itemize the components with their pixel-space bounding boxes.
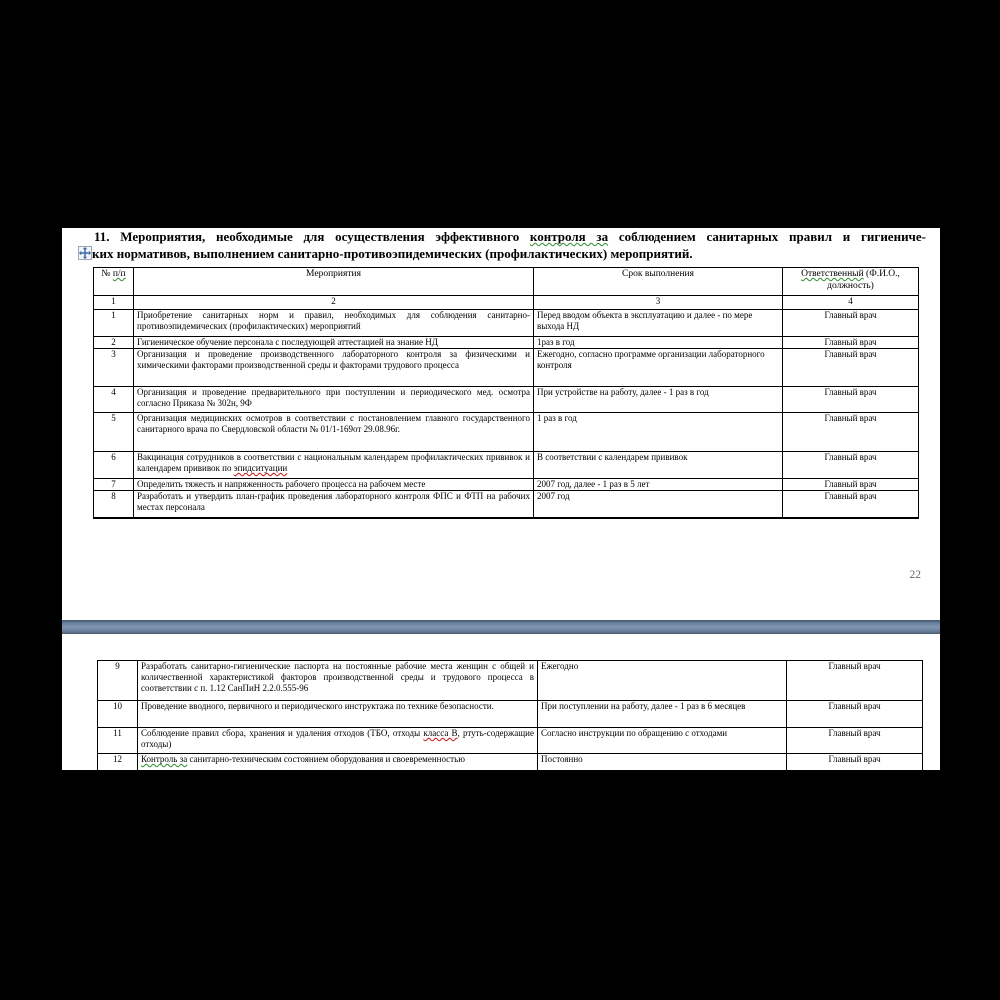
- document-page-1: [62, 228, 940, 620]
- activity-cell: [134, 310, 534, 337]
- row-num-cell: 8: [94, 491, 134, 518]
- activity-cell: [134, 349, 534, 387]
- page-break-separator: [62, 620, 940, 634]
- row-num-cell: 4: [94, 387, 134, 413]
- section-title: [78, 229, 926, 262]
- header-text: №: [101, 269, 113, 279]
- row-num-cell: 10: [98, 701, 138, 728]
- deadline-cell: Перед вводом объекта в эксплуатацию и далее - по мере выхода НД: [534, 310, 783, 337]
- activity-text: Проведение вводного, первичного и периодического инструктажа по технике безопасности.: [141, 701, 494, 711]
- activity-text: Вакцинация сотрудников в соответствии с национальным календарем профилактических прививок и календарем прививок по: [137, 452, 530, 473]
- table-row: [94, 310, 919, 337]
- table-move-handle-icon[interactable]: [78, 246, 92, 260]
- activity-cell: [134, 387, 534, 413]
- responsible-cell: Главный врач: [783, 387, 919, 413]
- row-num-cell: 2: [94, 337, 134, 349]
- activity-text: Приобретение санитарных норм и правил, необходимых для соблюдения санитарно-противоэпидемических (профилактических) мероприятий: [137, 310, 530, 331]
- table-row: [94, 349, 919, 387]
- title-text: 11. Мероприятия, необходимые для осуществления эффективного: [94, 229, 530, 244]
- title-text: ких нормативов, выполнением санитарно-противоэпидемических (профилактических) мероприятий.: [92, 245, 693, 261]
- row-num-cell: 7: [94, 479, 134, 491]
- responsible-cell: Главный врач: [787, 701, 923, 728]
- responsible-cell: Главный врач: [783, 337, 919, 349]
- activity-spellcheck-marked-text: эпидситуации: [233, 463, 288, 473]
- activity-text: Определить тяжесть и напряженность рабочего процесса на рабочем месте: [137, 479, 426, 489]
- page-number: 22: [909, 569, 921, 581]
- activity-cell: [134, 337, 534, 349]
- table-row: [94, 337, 919, 349]
- section-title-line1: [78, 229, 926, 246]
- deadline-cell: В соответствии с календарем прививок: [534, 452, 783, 479]
- deadline-cell: 1раз в год: [534, 337, 783, 349]
- deadline-cell: Ежегодно: [538, 661, 787, 701]
- row-num-cell: 6: [94, 452, 134, 479]
- activity-cell: [134, 491, 534, 518]
- header-grammar-marked-text: Ответственный: [801, 269, 864, 279]
- numbering-cell: 1: [94, 296, 134, 310]
- table-row: [94, 452, 919, 479]
- activity-cell: [138, 754, 538, 771]
- table-row: [94, 413, 919, 452]
- activity-cell: [138, 701, 538, 728]
- deadline-cell: Постоянно: [538, 754, 787, 771]
- deadline-cell: При поступлении на работу, далее - 1 раз в 6 месяцев: [538, 701, 787, 728]
- numbering-cell: 3: [534, 296, 783, 310]
- measures-table-page1: [93, 267, 919, 519]
- activity-cell: [138, 728, 538, 754]
- table-header-row: [94, 268, 919, 296]
- responsible-cell: Главный врач: [787, 661, 923, 701]
- activity-text: , ртуть-содержащие отходы): [141, 728, 534, 749]
- responsible-cell: Главный врач: [787, 754, 923, 771]
- activity-cell: [138, 661, 538, 701]
- header-grammar-marked-text: п/п: [112, 269, 126, 279]
- table-row: [98, 728, 923, 754]
- activity-cell: [134, 479, 534, 491]
- row-num-cell: 3: [94, 349, 134, 387]
- deadline-cell: 1 раз в год: [534, 413, 783, 452]
- activity-text: санитарно-техническим состоянием оборудования и своевременностью: [187, 754, 465, 764]
- responsible-cell: Главный врач: [783, 452, 919, 479]
- activity-text: Организация и проведение производственного лабораторного контроля за физическими и химическими факторами производственной среды и факторами трудового процесса: [137, 349, 530, 370]
- title-text: соблюдением санитарных правил и гигиениче-: [608, 229, 926, 244]
- deadline-cell: 2007 год: [534, 491, 783, 518]
- activity-text: Разработать и утвердить план-график проведения лабораторного контроля ФПС и ФТП на рабочих местах персонала: [137, 491, 530, 512]
- activity-text: Организация и проведение предварительного при поступлении и периодического мед. осмотра согласно Приказа № 302н, 9Ф: [137, 387, 530, 408]
- table-row: [98, 754, 923, 771]
- table-row: [94, 491, 919, 518]
- header-deadline: Срок выполнения: [534, 268, 783, 296]
- header-text: (Ф.И.О., должность): [827, 269, 900, 291]
- deadline-cell: Ежегодно, согласно программе организации лабораторного контроля: [534, 349, 783, 387]
- section-title-line2: [78, 246, 926, 263]
- activity-text: Организация медицинских осмотров в соответствии с постановлением главного государственного санитарного врача по Свердловской области № 01/1-169от 29.08.96г.: [137, 413, 530, 434]
- row-num-cell: 5: [94, 413, 134, 452]
- activity-spellcheck-marked-text: класса В: [423, 728, 458, 738]
- document-page-2: [62, 634, 940, 770]
- responsible-cell: Главный врач: [783, 349, 919, 387]
- header-activity: Мероприятия: [134, 268, 534, 296]
- responsible-cell: Главный врач: [783, 491, 919, 518]
- responsible-cell: Главный врач: [783, 413, 919, 452]
- title-grammar-marked-text: контроля за: [529, 229, 609, 244]
- row-num-cell: 11: [98, 728, 138, 754]
- numbering-cell: 4: [783, 296, 919, 310]
- header-num: [94, 268, 134, 296]
- table-row: [94, 479, 919, 491]
- table-row: [98, 661, 923, 701]
- deadline-cell: Согласно инструкции по обращению с отходами: [538, 728, 787, 754]
- measures-table-page2: [97, 660, 923, 770]
- header-responsible: [783, 268, 919, 296]
- activity-text: Соблюдение правил сбора, хранения и удаления отходов (ТБО, отходы: [141, 728, 424, 738]
- table-row: [98, 701, 923, 728]
- table-row: [94, 387, 919, 413]
- activity-grammar-marked-text: Контроль за: [141, 754, 188, 764]
- activity-text: Гигиеническое обучение персонала с последующей аттестацией на знание НД: [137, 337, 438, 347]
- deadline-cell: При устройстве на работу, далее - 1 раз в год: [534, 387, 783, 413]
- column-numbering-row: [94, 296, 919, 310]
- row-num-cell: 1: [94, 310, 134, 337]
- row-num-cell: 9: [98, 661, 138, 701]
- responsible-cell: Главный врач: [783, 479, 919, 491]
- row-num-cell: 12: [98, 754, 138, 771]
- activity-cell: [134, 413, 534, 452]
- activity-text: Разработать санитарно-гигиенические паспорта на постоянные рабочие места женщин с общей и количественной характеристикой факторов производственной среды и трудового процесса в соответствии с п. 1.12 СанПиН 2.2.0.555-96: [141, 661, 534, 693]
- deadline-cell: 2007 год, далее - 1 раз в 5 лет: [534, 479, 783, 491]
- responsible-cell: Главный врач: [783, 310, 919, 337]
- numbering-cell: 2: [134, 296, 534, 310]
- activity-cell: [134, 452, 534, 479]
- responsible-cell: Главный врач: [787, 728, 923, 754]
